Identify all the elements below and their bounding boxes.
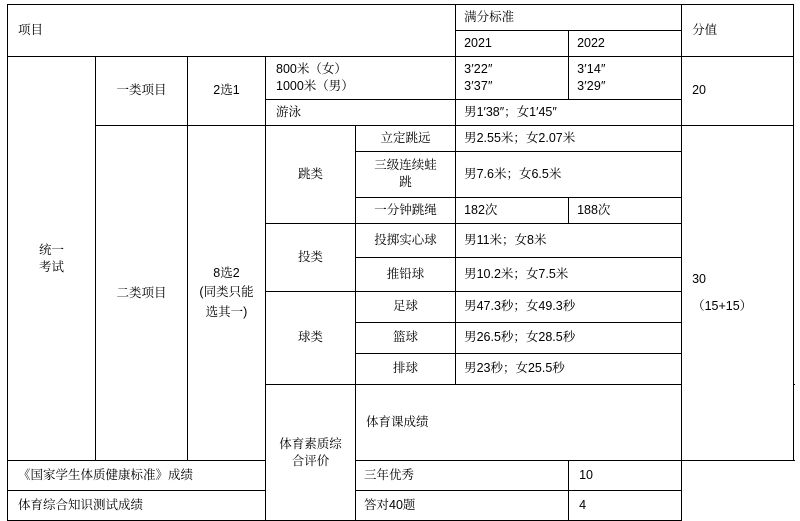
event-standing-long-jump-name: 立定跳远 [356,125,456,151]
group-jump-type: 跳类 [266,125,356,223]
group-ball-type: 球类 [266,291,356,384]
group-choose-1-of-2: 2选1 [188,57,266,126]
header-year-2022: 2022 [569,31,682,57]
event-one-minute-rope-2021: 182次 [456,197,569,223]
row-run [8,57,794,100]
event-run-2021-men: 3′37″ [464,78,493,93]
event-triple-frog-jump-name-line2: 跳 [399,175,412,190]
row-knowledge-test [8,491,794,521]
event-medicine-ball-name: 投掷实心球 [356,223,456,257]
event-football-value: 男47.3秒；女49.3秒 [456,291,682,322]
event-run-2021-women: 3′22″ [464,62,493,76]
row-national-standard-score: 10 [569,461,682,491]
event-one-minute-rope-2022: 188次 [569,197,682,223]
event-triple-frog-jump-name [356,151,456,197]
group-choose-2-of-8-line1: 8选2 [213,265,240,280]
event-run-name-women: 800米（女） [276,62,347,76]
event-run-2022-men: 3′29″ [577,78,606,93]
row-national-standard-name: 《国家学生体质健康标准》成绩 [8,461,356,491]
score-category-two-note: （15+15） [692,299,753,313]
score-category-one: 20 [682,57,794,126]
event-run-2022-women: 3′14″ [577,62,606,76]
document-page [0,4,800,513]
row-knowledge-test-score: 4 [569,491,682,521]
event-basketball-value: 男26.5秒；女28.5秒 [456,322,682,353]
group-choose-2-of-8-line2: (同类只能 [199,285,254,300]
row-pe-class-name: 体育课成绩 [356,384,794,461]
event-triple-frog-jump-name-line1: 三级连续蛙 [374,158,437,173]
header-score: 分值 [682,5,794,57]
event-run-name [266,57,456,100]
event-volleyball-value: 男23秒；女25.5秒 [456,353,682,384]
row-knowledge-test-value: 答对40题 [356,491,569,521]
table-header-row-1 [8,5,794,31]
header-item: 项目 [8,5,456,57]
event-swim-name: 游泳 [266,99,456,125]
event-volleyball-name: 排球 [356,353,456,384]
event-one-minute-rope-name: 一分钟跳绳 [356,197,456,223]
group-choose-2-of-8 [188,125,266,461]
event-basketball-name: 篮球 [356,322,456,353]
event-run-name-men: 1000米（男） [276,78,354,93]
group-category-one: 一类项目 [96,57,188,126]
section-unified-exam-line2: 考试 [38,259,64,274]
section-unified-exam [8,57,96,461]
section-unified-exam-line1: 统一 [38,242,64,257]
group-category-two: 二类项目 [96,125,188,461]
row-national-standard [8,461,794,491]
event-shot-put-value: 男10.2米；女7.5米 [456,257,682,291]
event-medicine-ball-value: 男11米；女8米 [456,223,682,257]
header-year-2021: 2021 [456,31,569,57]
group-choose-2-of-8-line3: 选其一) [205,304,248,319]
row-standing-long-jump [8,125,794,151]
header-full-mark-standard: 满分标准 [456,5,682,31]
row-national-standard-value: 三年优秀 [356,461,569,491]
pe-exam-standards-table [7,4,794,521]
event-triple-frog-jump-value: 男7.6米；女6.5米 [456,151,682,197]
row-knowledge-test-name: 体育综合知识测试成绩 [8,491,356,521]
event-swim-value: 男1′38″；女1′45″ [456,99,682,125]
event-run-2022 [569,57,682,100]
event-shot-put-name: 推铅球 [356,257,456,291]
event-standing-long-jump-value: 男2.55米；女2.07米 [456,125,682,151]
group-throw-type: 投类 [266,223,356,291]
event-football-name: 足球 [356,291,456,322]
section-physical-evaluation-line1: 体育素质综 [279,436,342,451]
score-category-two-total: 30 [692,272,706,287]
event-run-2021 [456,57,569,100]
section-physical-evaluation-line2: 合评价 [291,453,330,468]
